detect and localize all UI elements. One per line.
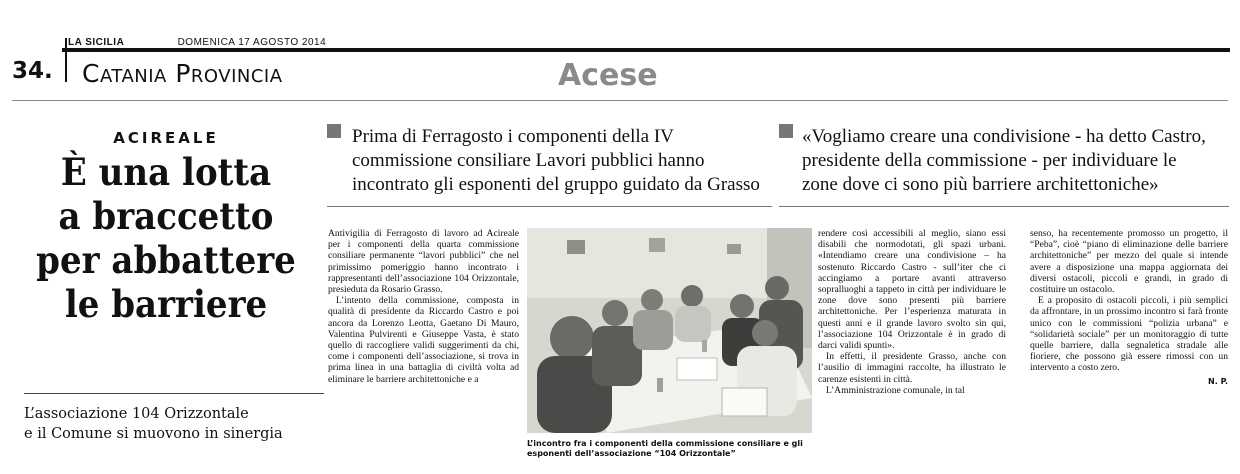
top-rule xyxy=(62,48,1230,52)
page-number: 34. xyxy=(12,58,53,84)
deck-line: presidente della commissione - per individuare le xyxy=(802,150,1177,171)
meeting-photo xyxy=(527,228,812,433)
subhead xyxy=(24,404,324,444)
headline-line: le barriere xyxy=(64,282,268,326)
meeting-photo-illustration xyxy=(527,228,812,433)
body-column-2 xyxy=(818,228,1006,396)
body-paragraph: rendere così accessibili al meglio, siano essi disabili che normodotati, gli spazi urbani. «Intendiamo creare una condivisione – ha sostenuto Riccardo Castro - sull’iter che ci accingiamo a portare avanti attraverso sopralluoghi a tappeto in città per individuare le zone dove sono presenti più barriere architettoniche. Per l’esperienza maturata in questi anni e il grande lavoro svolto sin qui, l’associazione 104 Orizzontale è in grado di darci validi spunti». xyxy=(818,228,1006,352)
masthead xyxy=(68,37,326,48)
deck-line: commissione consiliare Lavori pubblici hanno xyxy=(352,150,705,171)
body-column-3 xyxy=(1030,228,1228,387)
deck-line: «Vogliamo creare una condivisione - ha detto Castro, xyxy=(802,126,1206,147)
publication-name: LA SICILIA xyxy=(68,37,125,48)
deck-marker-square xyxy=(779,124,793,138)
headline xyxy=(24,150,307,326)
headline-line: È una lotta xyxy=(60,150,272,194)
photo-caption: L’incontro fra i componenti della commissione consiliare e gli esponenti dell’associazione “104 Orizzontale” xyxy=(527,439,803,458)
header-divider xyxy=(65,38,67,82)
body-paragraph: L’intento della commissione, composta in qualità di presidente da Riccardo Castro e poi ancora da Lorenzo Leotta, Gaetano Di Mauro, Valentina Pulvirenti e Giuseppe Vasta, è stato quello di raccogliere validi suggerimenti da chi, come i componenti dell’associazione, si trova in prima linea in una battaglia di civiltà volta ad eliminare le barriere architettoniche e a xyxy=(328,295,519,385)
body-column-1 xyxy=(328,228,519,385)
area-title: Acese xyxy=(558,58,658,93)
body-paragraph: E a proposito di ostacoli piccoli, i più semplici da affrontare, in un prossimo incontro si farà fronte unico con le commissioni “polizia urbana” e “solidarietà sociale” per un monitoraggio di tutte quelle barriere, dalla segnaletica stradale alle fioriere, che possono già essere rimossi con un intervento a costo zero. xyxy=(1030,295,1228,374)
section-rule xyxy=(12,100,1228,101)
deck-one xyxy=(352,125,772,197)
deck-marker-square xyxy=(327,124,341,138)
subhead-line: L’associazione 104 Orizzontale xyxy=(24,406,249,422)
subhead-line: e il Comune si muovono in sinergia xyxy=(24,426,283,442)
deck-line: incontrato gli esponenti del gruppo guidato da Grasso xyxy=(352,174,760,195)
deck-two xyxy=(802,125,1232,197)
body-paragraph: senso, ha recentemente promosso un progetto, il “Peba”, cioè “piano di eliminazione delle barriere architettoniche” per mezzo del quale si intende avere a disposizione una mappa aggiornata dei diversi ostacoli, piccoli e grandi, in grado di costituire un ostacolo. xyxy=(1030,228,1228,296)
issue-date: DOMENICA 17 AGOSTO 2014 xyxy=(177,37,327,48)
body-paragraph: L’Amministrazione comunale, in tal xyxy=(826,384,965,396)
deck-one-rule xyxy=(327,206,772,207)
body-paragraph: Antivigilia di Ferragosto di lavoro ad Acireale per i componenti della quarta commissione consiliare permanente “lavori pubblici” che nel primissimo pomeriggio hanno incontrato i rappresentanti dell’associazione 104 Orizzontale, presieduta da Rosario Grasso. xyxy=(328,228,519,296)
deck-line: zone dove ci sono più barriere architettoniche» xyxy=(802,174,1159,195)
subhead-rule xyxy=(24,393,324,394)
headline-line: per abbattere xyxy=(36,238,296,282)
headline-line: a braccetto xyxy=(58,194,274,238)
section-title: Catania Provincia xyxy=(82,59,283,88)
deck-two-rule xyxy=(779,206,1229,207)
kicker: ACIREALE xyxy=(113,129,219,147)
deck-line: Prima di Ferragosto i componenti della IV xyxy=(352,126,674,147)
body-paragraph: In effetti, il presidente Grasso, anche con l’ausilio di immagini raccolte, ha illustrato le carenze esistenti in città. xyxy=(818,351,1006,385)
author-signature: N. P. xyxy=(1208,376,1228,386)
